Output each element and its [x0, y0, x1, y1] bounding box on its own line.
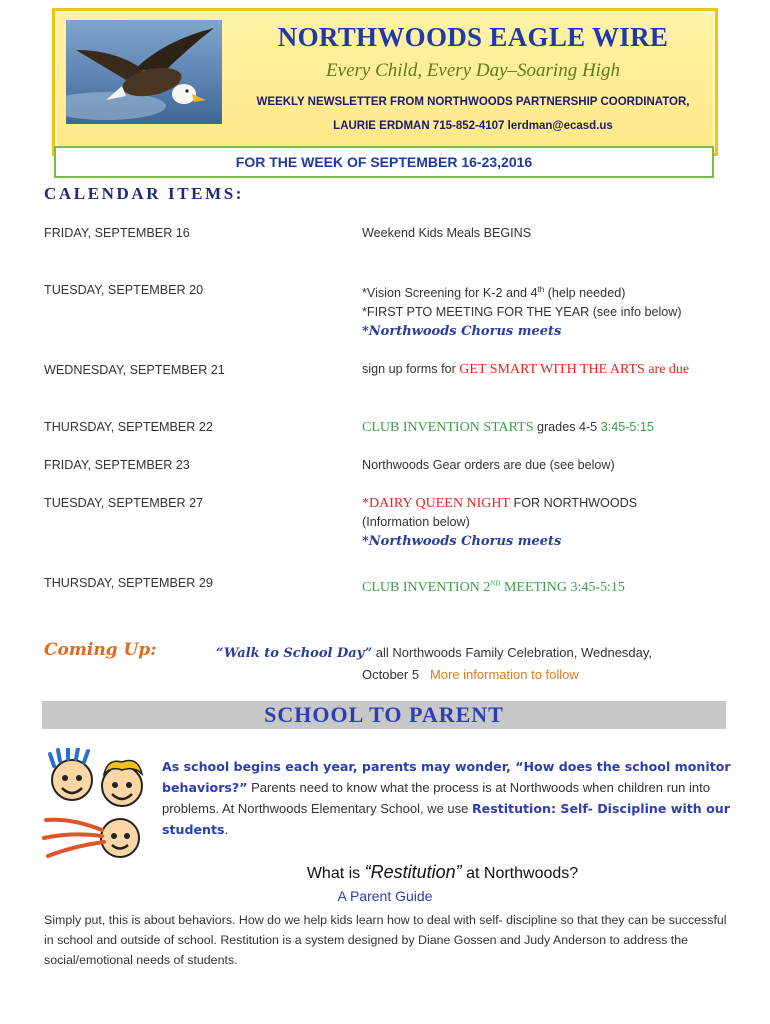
more-info-note: More information to follow — [429, 667, 579, 682]
school-to-parent-heading: SCHOOL TO PARENT — [42, 701, 726, 729]
chorus-note: *Northwoods Chorus meets — [362, 534, 562, 549]
calendar-event: CLUB INVENTION STARTS grades 4-5 3:45-5:15 — [362, 420, 654, 435]
dairy-queen-night: *DAIRY QUEEN NIGHT — [362, 496, 511, 511]
event-line: *Vision Screening for K-2 and 4th (help needed) — [362, 285, 626, 301]
calendar-event — [362, 494, 732, 551]
kids-faces-illustration — [42, 748, 156, 868]
event-line: *DAIRY QUEEN NIGHT FOR NORTHWOODS — [362, 496, 638, 511]
newsletter-subtitle: WEEKLY NEWSLETTER FROM NORTHWOODS PARTNERSHIP COORDINATOR, — [256, 96, 690, 108]
calendar-event — [362, 224, 732, 243]
event-text: Weekend Kids Meals BEGINS — [362, 226, 532, 240]
arts-deadline: GET SMART WITH THE ARTS are due — [459, 362, 690, 377]
newsletter-title: NORTHWOODS EAGLE WIRE — [277, 22, 669, 52]
calendar-date: THURSDAY, SEPTEMBER 29 — [44, 576, 213, 590]
calendar-date: TUESDAY, SEPTEMBER 20 — [44, 283, 204, 297]
calendar-event — [362, 574, 732, 597]
calendar-date: FRIDAY, SEPTEMBER 23 — [44, 458, 190, 472]
coming-up-event: “Walk to School Day” all Northwoods Family Celebration, Wednesday, October 5 More information to follow — [216, 645, 653, 682]
coming-up-label: Coming Up: — [44, 640, 157, 660]
calendar-event — [362, 280, 732, 341]
week-banner: FOR THE WEEK OF SEPTEMBER 16-23,2016 — [54, 146, 714, 178]
calendar-date: TUESDAY, SEPTEMBER 27 — [44, 496, 204, 510]
calendar-event: Northwoods Gear orders are due (see below) — [362, 458, 615, 472]
contact-line: LAURIE ERDMAN 715-852-4107 lerdman@ecasd.us — [333, 120, 613, 132]
calendar-date: THURSDAY, SEPTEMBER 22 — [44, 420, 213, 434]
calendar-heading: CALENDAR ITEMS: — [44, 184, 245, 203]
chorus-note: *Northwoods Chorus meets — [362, 324, 562, 340]
intro-paragraph: As school begins each year, parents may wonder, “How does the school monitor behaviors?” Parents need to know what the process is at Northwoods when children run into problems. At Northwoods Elementary School, we use Restitution: Self- Discipline with our students. — [162, 759, 731, 837]
restitution-body: Simply put, this is about behaviors. How do we help kids learn how to deal with self- discipline so that they can be successful in school and outside of school. Restitution is a system designed by Diane Gossen and Judy Anderson to address the social/emotional needs of students. — [44, 913, 727, 967]
club-invention-2: CLUB INVENTION 2ND MEETING 3:45-5:15 — [362, 579, 625, 595]
parent-guide-subheading: A Parent Guide — [337, 888, 433, 904]
newsletter-tagline: Every Child, Every Day–Soaring High — [326, 60, 620, 81]
restitution-question: What is “Restitution” at Northwoods? — [306, 862, 579, 882]
calendar-date: WEDNESDAY, SEPTEMBER 21 — [44, 363, 225, 377]
eagle-photo — [66, 20, 222, 124]
walk-to-school-title: “Walk to School Day” — [216, 646, 373, 661]
calendar-event: sign up forms for GET SMART WITH THE ARTS are due — [362, 362, 690, 377]
event-line: *FIRST PTO MEETING FOR THE YEAR (see info below) — [362, 305, 682, 320]
calendar-date: FRIDAY, SEPTEMBER 16 — [44, 226, 190, 240]
event-line: (Information below) — [362, 515, 470, 529]
club-invention: CLUB INVENTION STARTS — [362, 420, 534, 435]
